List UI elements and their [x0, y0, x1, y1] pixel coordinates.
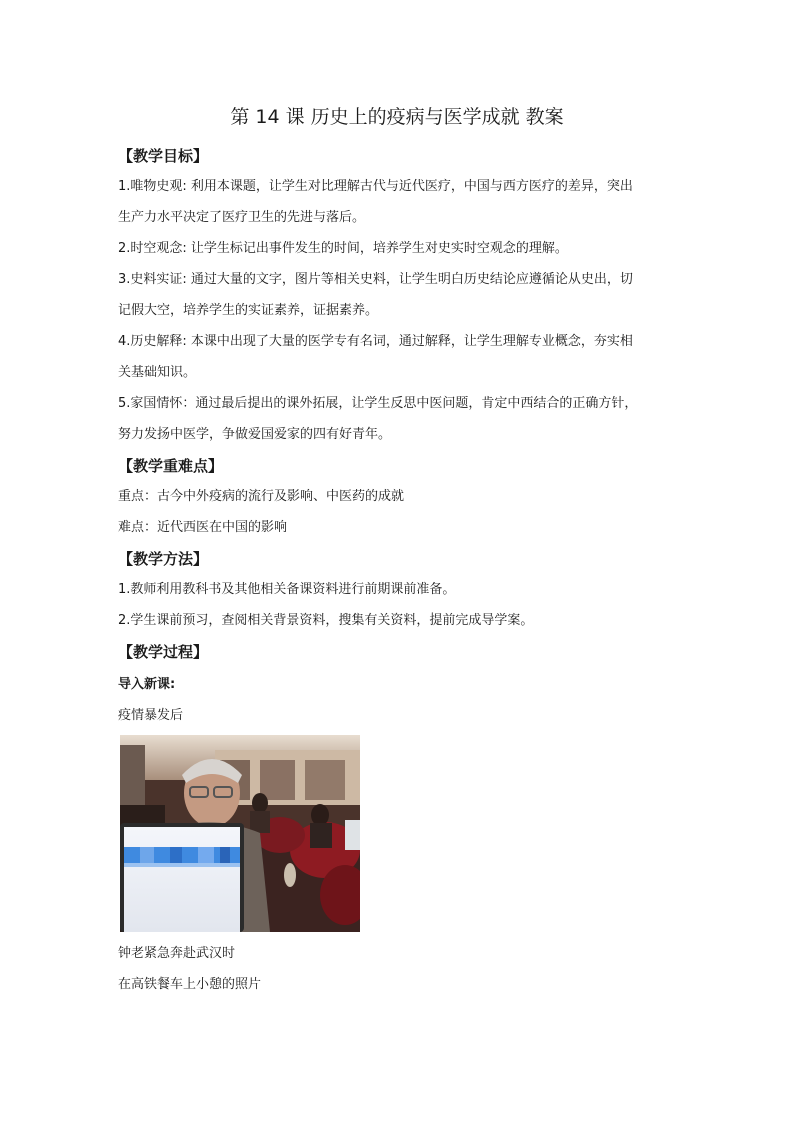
intro-text: 疫情暴发后 — [118, 708, 184, 723]
subheading-intro: 导入新课: — [118, 677, 176, 692]
method-line: 1.教师利用教科书及其他相关备课资料进行前期课前准备。 — [118, 582, 456, 597]
photo-caption-line: 在高铁餐车上小憩的照片 — [118, 977, 262, 992]
section-heading-objectives: 【教学目标】 — [118, 147, 209, 165]
key-point-line: 重点：古今中外疫病的流行及影响、中医药的成就 — [118, 489, 405, 504]
paragraph-line: 关基础知识。 — [118, 365, 197, 380]
section-heading-process: 【教学过程】 — [118, 643, 209, 661]
paragraph-line: 生产力水平决定了医疗卫生的先进与落后。 — [118, 210, 366, 225]
difficulty-line: 难点：近代西医在中国的影响 — [118, 520, 288, 535]
paragraph-line: 努力发扬中医学，争做爱国爱家的四有好青年。 — [118, 427, 392, 442]
page-title: 第 14 课 历史上的疫病与医学成就 教案 — [230, 106, 564, 128]
paragraph-line: 记假大空，培养学生的实证素养，证据素养。 — [118, 303, 379, 318]
paragraph-line: 4.历史解释: 本课中出现了大量的医学专有名词，通过解释，让学生理解专业概念，夯实相 — [118, 334, 633, 349]
train-dining-car-photo — [120, 735, 360, 932]
paragraph-line: 3.史料实证: 通过大量的文字，图片等相关史料，让学生明白历史结论应遵循论从史出，切 — [118, 272, 633, 287]
method-line: 2.学生课前预习，查阅相关背景资料，搜集有关资料，提前完成导学案。 — [118, 613, 534, 628]
paragraph-line: 1.唯物史观: 利用本课题，让学生对比理解古代与近代医疗，中国与西方医疗的差异，突出 — [118, 179, 633, 194]
paragraph-line: 5.家国情怀：通过最后提出的课外拓展，让学生反思中医问题，肯定中西结合的正确方针， — [118, 396, 638, 411]
paragraph-line: 2.时空观念: 让学生标记出事件发生的时间，培养学生对史实时空观念的理解。 — [118, 241, 568, 256]
section-heading-key-points: 【教学重难点】 — [118, 457, 224, 475]
photo-illustration — [120, 735, 360, 932]
photo-caption-line: 钟老紧急奔赴武汉时 — [118, 946, 236, 961]
section-heading-methods: 【教学方法】 — [118, 550, 209, 568]
